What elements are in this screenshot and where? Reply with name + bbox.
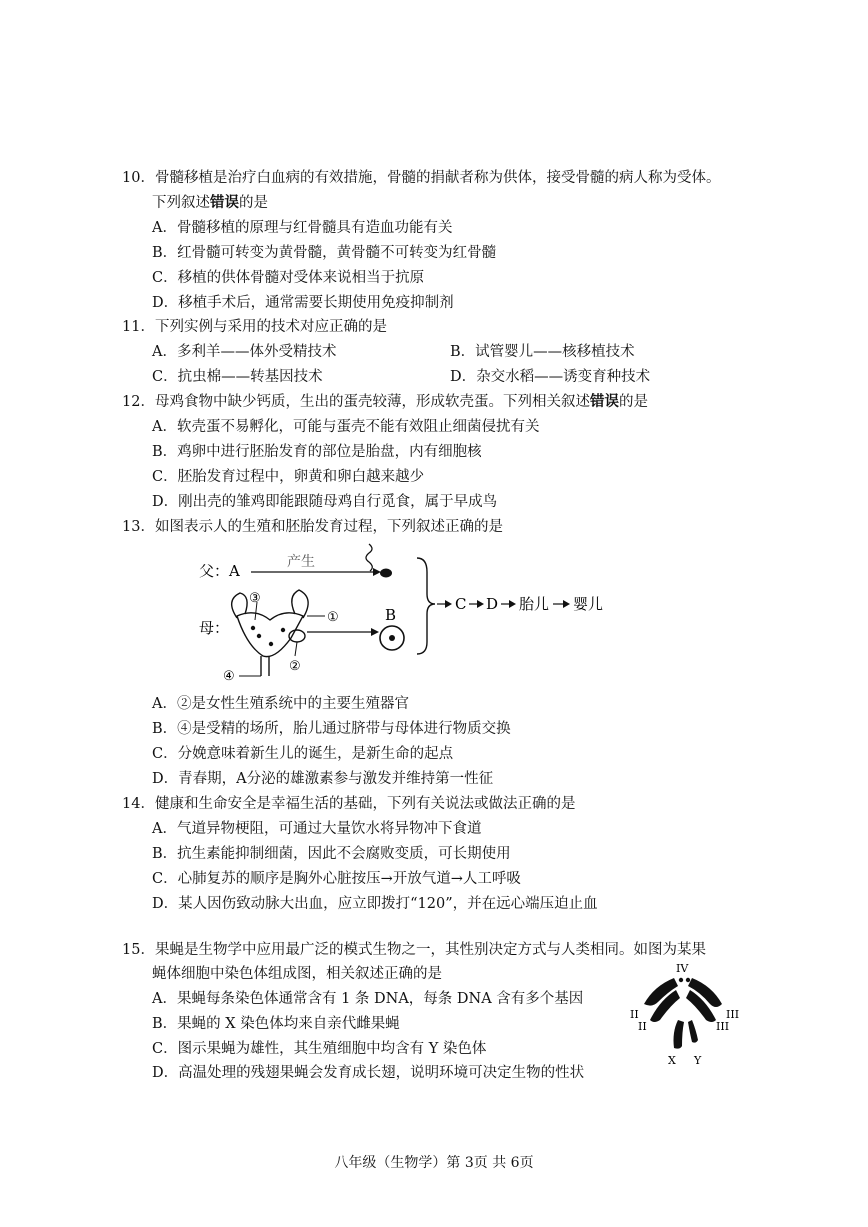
q14-stem: 14．健康和生命安全是幸福生活的基础，下列有关说法或做法正确的是	[122, 796, 576, 812]
diagram-label-4: ④	[223, 669, 235, 684]
q13-option-c: C．分娩意味着新生儿的诞生，是新生命的起点	[152, 746, 454, 762]
diagram-label-2: ②	[289, 659, 301, 674]
q15-option-a: A．果蝇每条染色体通常含有 1 条 DNA，每条 DNA 含有多个基因	[152, 991, 584, 1007]
q13-option-a: A．②是女性生殖系统中的主要生殖器官	[152, 696, 409, 712]
q15-option-c: C．图示果蝇为雄性，其生殖细胞中均含有 Y 染色体	[152, 1041, 487, 1057]
q12-option-b: B．鸡卵中进行胚胎发育的部位是胎盘，内有细胞核	[152, 444, 482, 460]
q13-option-b: B．④是受精的场所，胎儿通过脐带与母体进行物质交换	[152, 721, 511, 737]
q14-option-c: C．心肺复苏的顺序是胸外心脏按压→开放气道→人工呼吸	[152, 871, 521, 887]
q12-stem: 12．母鸡食物中缺少钙质，生出的蛋壳较薄，形成软壳蛋。下列相关叙述错误的是	[122, 393, 648, 410]
q11-stem: 11．下列实例与采用的技术对应正确的是	[122, 319, 387, 335]
q12-option-c: C．胚胎发育过程中，卵黄和卵白越来越少	[152, 469, 425, 485]
q14-option-d: D．某人因伤致动脉大出血，应立即拨打“120”，并在远心端压迫止血	[152, 896, 598, 912]
q10-option-b: B．红骨髓可转变为黄骨髓，黄骨髓不可转变为红骨髓	[152, 245, 497, 261]
sperm-head-icon	[380, 569, 392, 578]
q10-option-d: D．移植手术后，通常需要长期使用免疫抑制剂	[152, 295, 454, 311]
q10-option-a: A．骨髓移植的原理与红骨髓具有造血功能有关	[152, 220, 453, 236]
diagram-produce-label: 产生	[287, 554, 315, 570]
q10-stem-line1: 10．骨髓移植是治疗白血病的有效措施，骨髓的捐献者称为供体，接受骨髓的病人称为受体。	[122, 170, 721, 186]
diagram-label-d: D	[486, 595, 499, 613]
diagram-baby-label: 婴儿	[573, 595, 604, 613]
q11-option-d: D．杂交水稻——诱变育种技术	[450, 369, 651, 385]
q10-stem-line2: 下列叙述错误的是	[152, 194, 268, 211]
chromo-label-y: Y	[694, 1054, 702, 1067]
q11-option-a: A．多利羊——体外受精技术	[152, 344, 337, 360]
diagram-label-3: ③	[249, 591, 261, 606]
q15-stem-line1: 15．果蝇是生物学中应用最广泛的模式生物之一，其性别决定方式与人类相同。如图为某果	[122, 942, 706, 958]
q13-stem: 13．如图表示人的生殖和胚胎发育过程，下列叙述正确的是	[122, 519, 503, 535]
chromo-label-ii-b: II	[638, 1020, 647, 1033]
diagram-label-1: ①	[327, 610, 339, 625]
chromo-label-iii-b: III	[716, 1020, 730, 1033]
q13-option-d: D．青春期，A分泌的雄激素参与激发并维持第一性征	[152, 771, 494, 787]
q11-option-b: B．试管婴儿——核移植技术	[450, 344, 635, 360]
q10-option-c: C．移植的供体骨髓对受体来说相当于抗原	[152, 270, 425, 286]
chromo-label-iv: IV	[676, 962, 689, 975]
q12-option-d: D．刚出壳的雏鸡即能跟随母鸡自行觅食，属于早成鸟	[152, 494, 498, 510]
chromo-label-iii-a: III	[726, 1008, 740, 1021]
chromosome-diagram	[626, 958, 746, 1070]
diagram-label-b: B	[385, 606, 397, 624]
diagram-father-label: 父：A	[199, 562, 240, 580]
page-footer: 八年级（生物学）第 3页 共 6页	[334, 1155, 534, 1171]
q11-option-c: C．抗虫棉——转基因技术	[152, 369, 323, 385]
diagram-fetus-label: 胎儿	[519, 595, 550, 613]
chromosome-y	[688, 1020, 698, 1043]
brace-icon	[417, 558, 435, 654]
chromo-label-ii-a: II	[630, 1008, 639, 1021]
diagram-mother-label: 母：	[199, 619, 230, 637]
q15-option-b: B．果蝇的 X 染色体均来自亲代雌果蝇	[152, 1016, 400, 1032]
q15-option-d: D．高温处理的残翅果蝇会发育成长翅，说明环境可决定生物的性状	[152, 1065, 585, 1081]
chromosome-x	[674, 1020, 685, 1049]
diagram-label-c: C	[455, 595, 467, 613]
sperm-tail-icon	[366, 544, 372, 571]
q14-option-b: B．抗生素能抑制细菌，因此不会腐败变质，可长期使用	[152, 846, 511, 862]
q15-stem-line2: 蝇体细胞中染色体组成图，相关叙述正确的是	[152, 966, 442, 982]
reproduction-diagram	[195, 538, 635, 688]
q12-option-a: A．软壳蛋不易孵化，可能与蛋壳不能有效阻止细菌侵扰有关	[152, 419, 540, 435]
chromo-label-x: X	[668, 1054, 676, 1067]
q14-option-a: A．气道异物梗阻，可通过大量饮水将异物冲下食道	[152, 821, 482, 837]
